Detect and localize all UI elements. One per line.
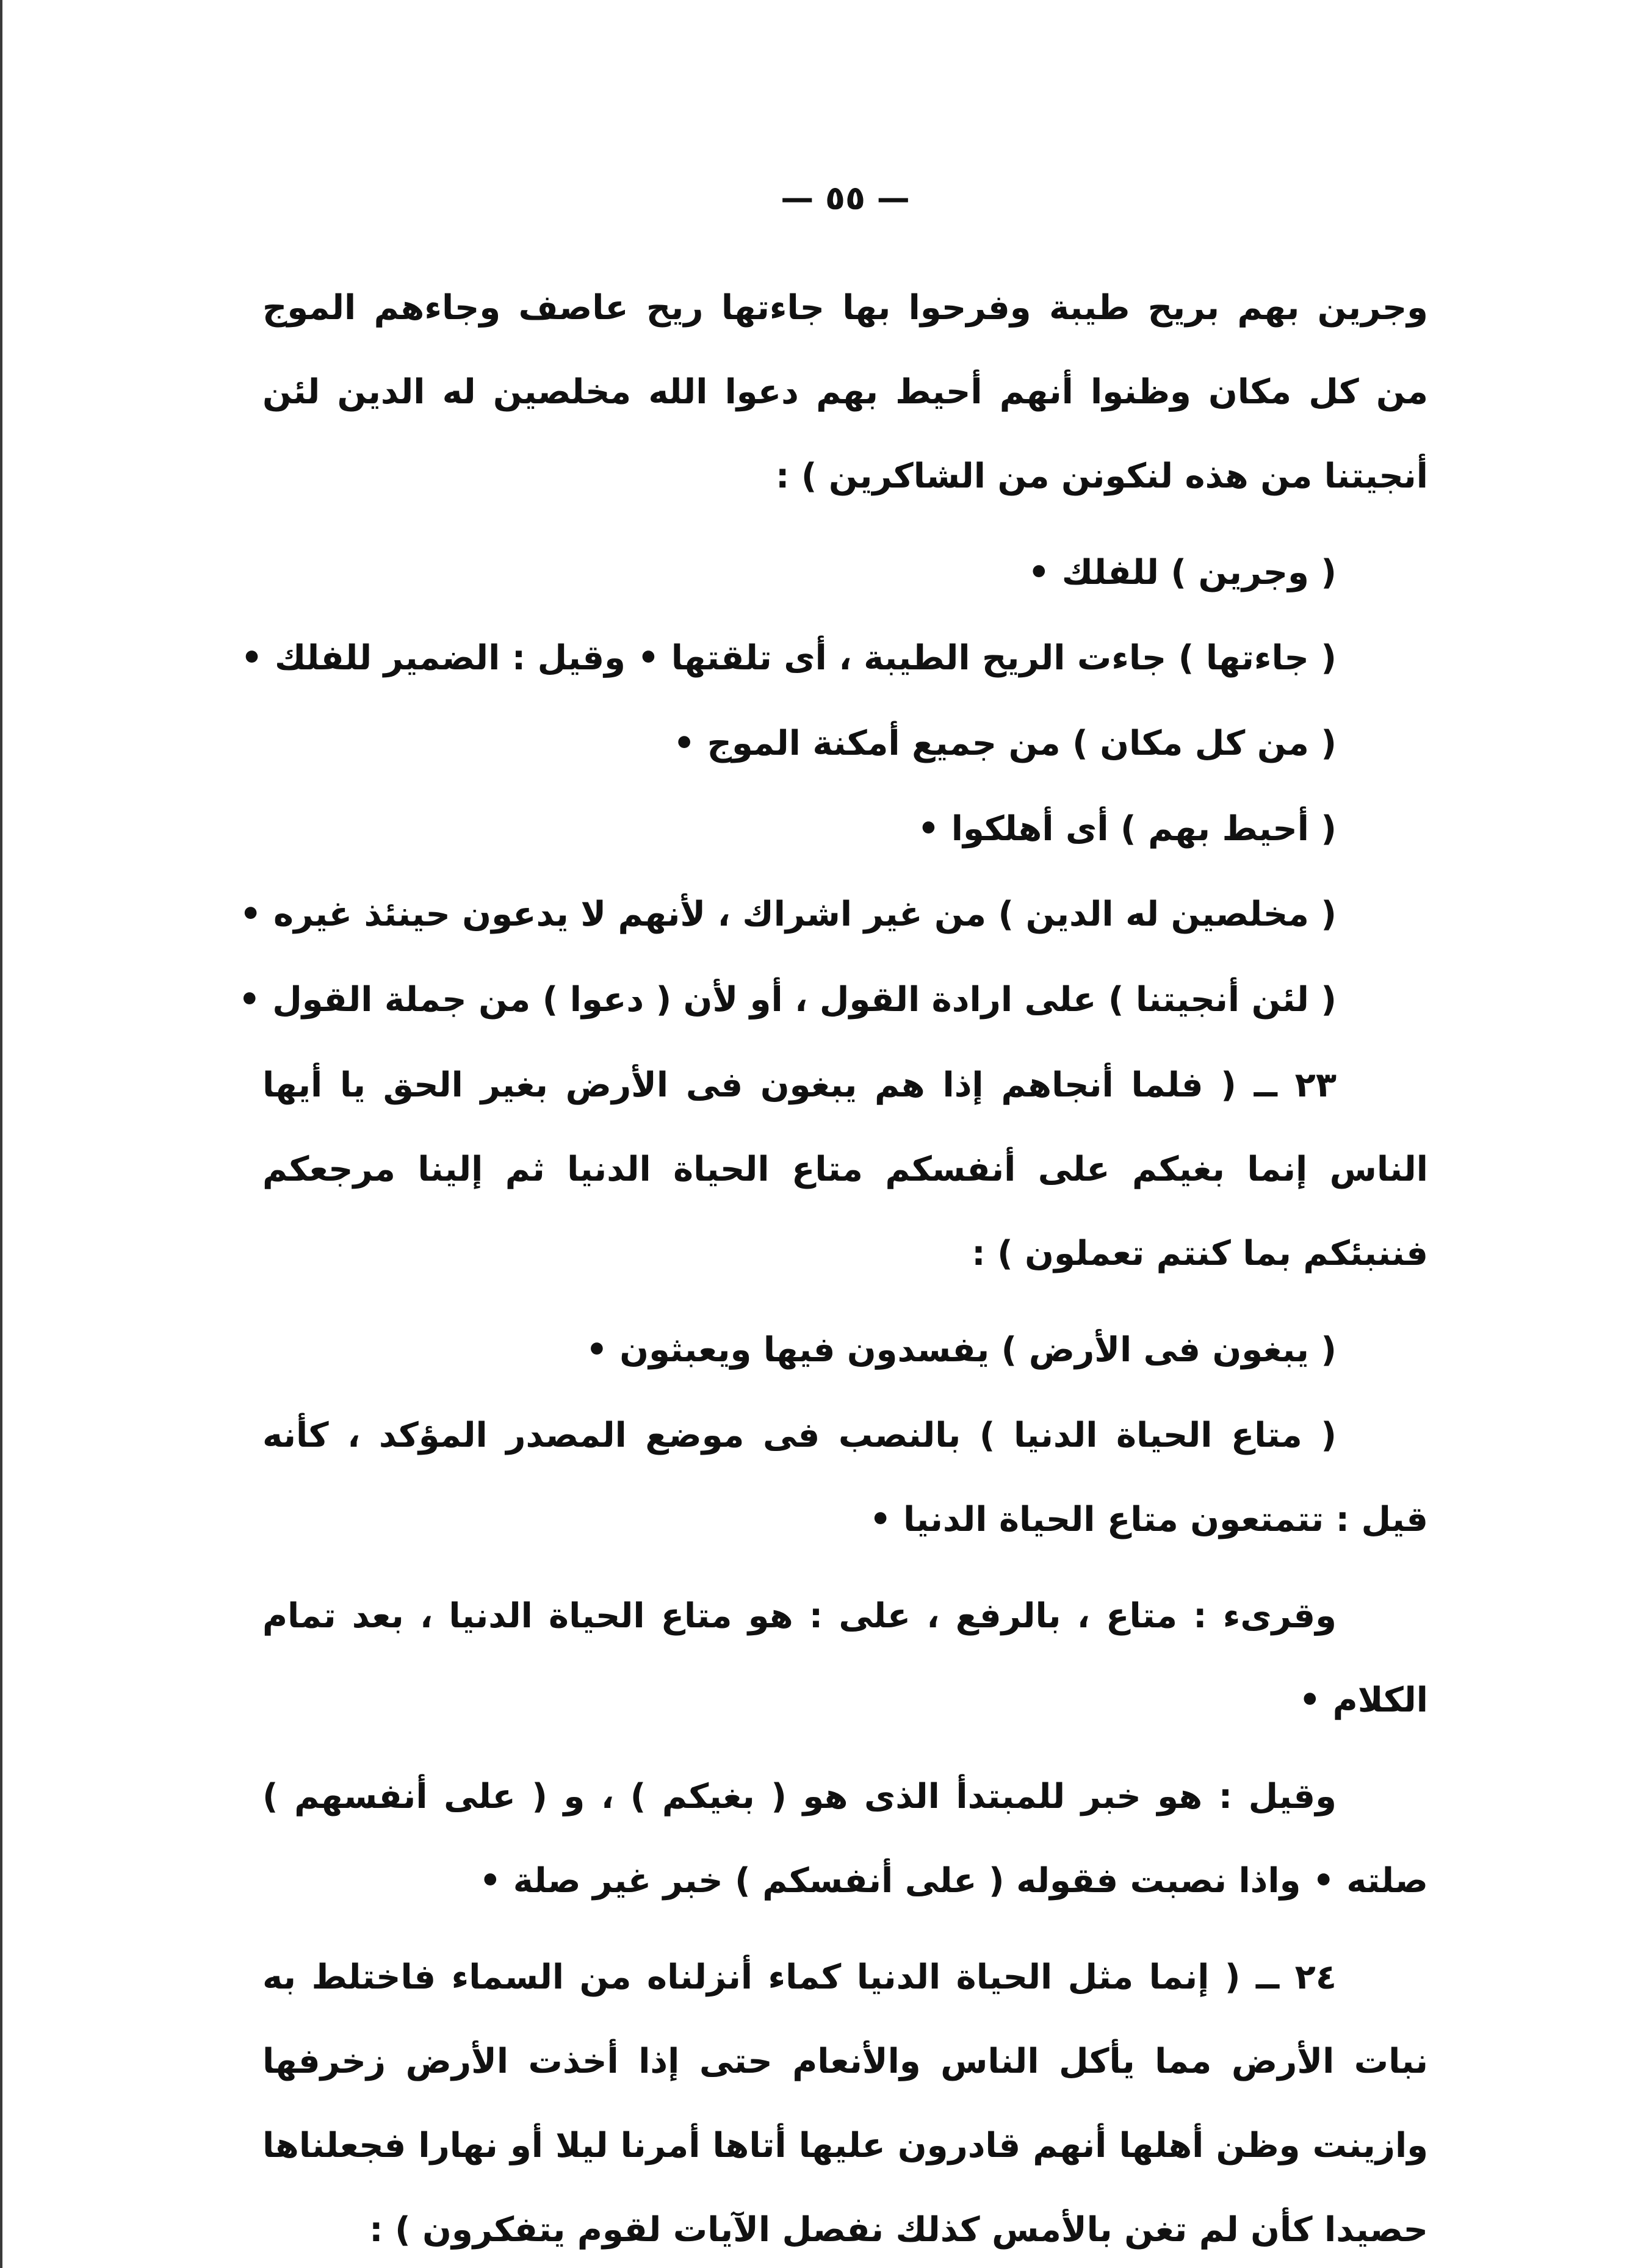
text-column <box>238 165 1428 2268</box>
gloss-mukhlisina: ( مخلصين له الدين ) من غير اشراك ، لأنهم لا يدعون حينئذ غيره • <box>239 895 1337 934</box>
gloss-min-kulli-makan: ( من كل مكان ) من جميع أمكنة الموج • <box>673 724 1337 763</box>
paragraph-verse-23: ٢٣ ــ ( فلما أنجاهم إذا هم يبغون فى الأرض بغير الحق يا أيها الناس إنما بغيكم على أنفسكم متاع الحياة الدنيا ثم إلينا مرجعكم فننبئكم بما كنتم تعملون ) : <box>262 1065 1428 1273</box>
gloss-yabghuna: ( يبغون فى الأرض ) يفسدون فيها ويعبثون • <box>585 1330 1337 1370</box>
gloss-mataa: ( متاع الحياة الدنيا ) بالنصب فى موضع المصدر المؤكد ، كأنه قيل : تتمتعون متاع الحياة الدنيا • <box>262 1416 1428 1539</box>
page-number: — ٥٥ — <box>781 179 910 217</box>
gloss-wajarayna: ( وجرين ) للفلك • <box>1028 553 1337 592</box>
note-khabar: وقيل : هو خبر للمبتدأ الذى هو ( بغيكم ) ، و ( على أنفسهم ) صلته • واذا نصبت فقوله ( على أنفسكم ) خبر غير صلة • <box>262 1777 1428 1901</box>
gloss-jaatha: ( جاءتها ) جاءت الريح الطيبة ، أى تلقتها • وقيل : الضمير للفلك • <box>240 638 1337 678</box>
scan-edge-line <box>0 0 2 2268</box>
paragraph-verse-22-end: وجرين بهم بريح طيبة وفرحوا بها جاءتها ريح عاصف وجاءهم الموج من كل مكان وظنوا أنهم أحيط بهم دعوا الله مخلصين له الدين لئن أنجيتنا من هذه لنكونن من الشاكرين ) : <box>262 288 1428 496</box>
gloss-lain-anjaytana: ( لئن أنجيتنا ) على ارادة القول ، أو لأن ( دعوا ) من جملة القول • <box>238 980 1337 1020</box>
note-qiraa: وقرىء : متاع ، بالرفع ، على : هو متاع الحياة الدنيا ، بعد تمام الكلام • <box>262 1596 1428 1720</box>
paragraph-verse-24: ٢٤ ــ ( إنما مثل الحياة الدنيا كماء أنزلناه من السماء فاختلط به نبات الأرض مما يأكل الناس والأنعام حتى إذا أخذت الأرض زخرفها وازينت وظن أهلها أنهم قادرون عليها أتاها أمرنا ليلا أو نهارا فجعلناها حصيدا كأن لم تغن بالأمس كذلك نفصل الآيات لقوم يتفكرون ) : <box>262 1957 1428 2250</box>
gloss-uhita-bihim: ( أحيط بهم ) أى أهلكوا • <box>917 809 1337 849</box>
